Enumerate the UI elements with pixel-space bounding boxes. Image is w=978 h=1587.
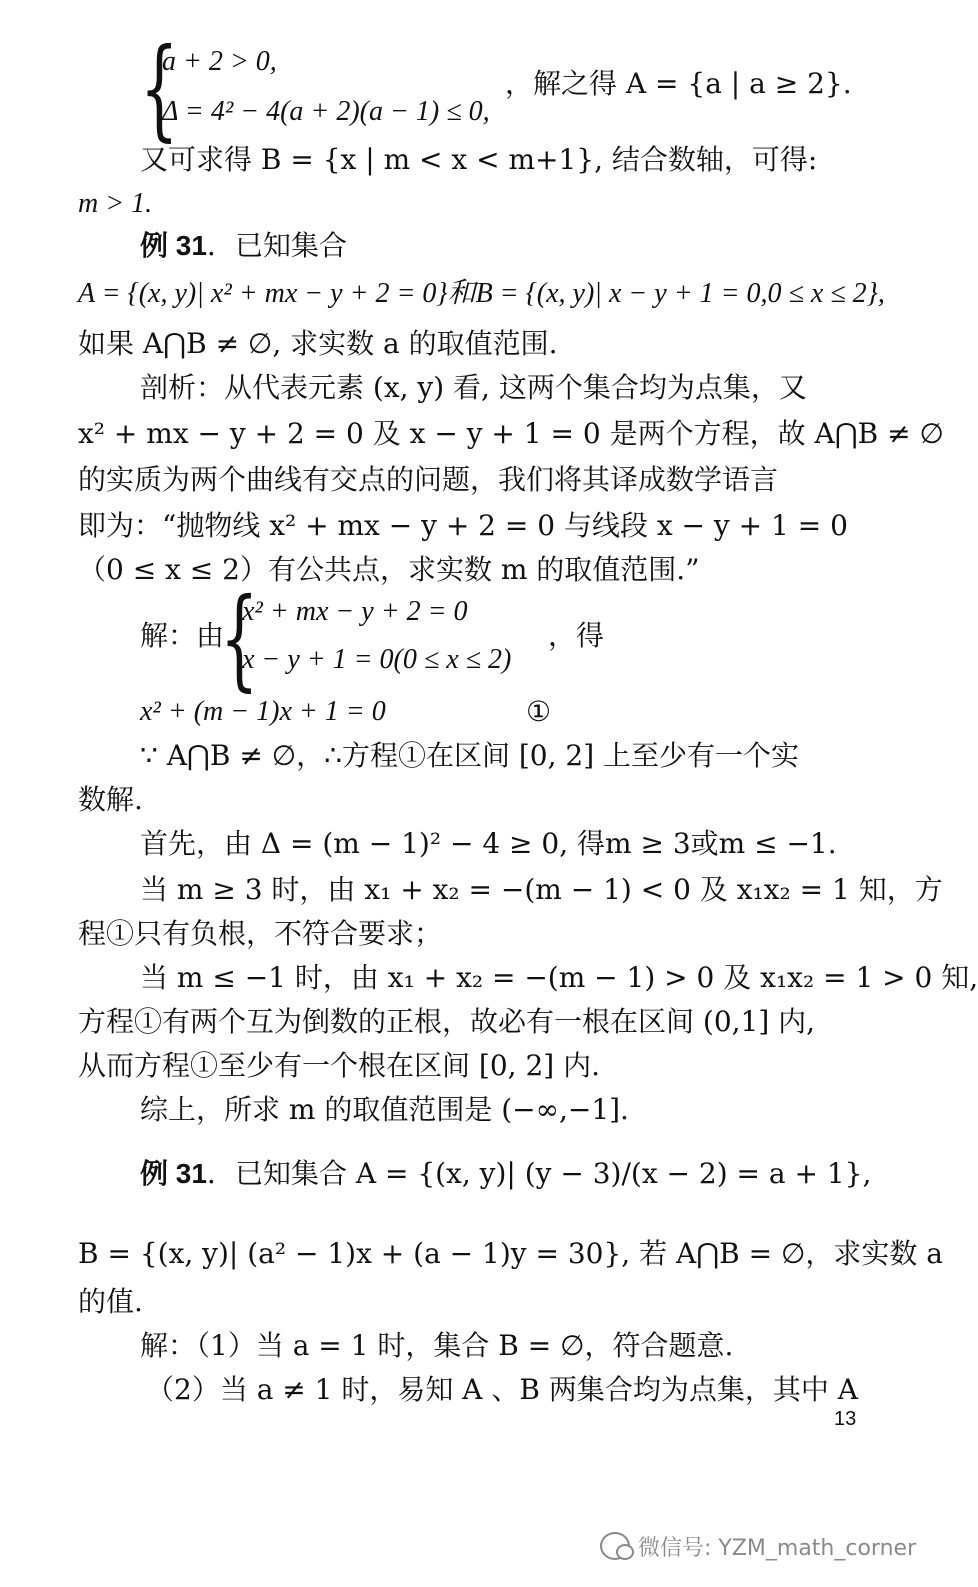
text-line: 程①只有负根，不符合要求； xyxy=(78,917,443,950)
system-row: a + 2 > 0, xyxy=(162,46,277,77)
text-line: ∵ A⋂B ≠ ∅，∴方程①在区间 [0, 2] 上至少有一个实 xyxy=(140,739,800,772)
example-text: ．已知集合 A = {(x, y)| (y − 3)/(x − 2) = a + 1}, xyxy=(206,1157,872,1190)
system-result: ，解之得 A = {a | a ≥ 2}. xyxy=(505,67,852,100)
text-line: 首先，由 Δ = (m − 1)² − 4 ≥ 0, 得m ≥ 3或m ≤ −1. xyxy=(140,827,837,860)
text-line: 剖析：从代表元素 (x, y) 看, 这两个集合均为点集，又 xyxy=(140,371,807,404)
example-heading xyxy=(140,224,861,268)
text-line: 如果 A⋂B ≠ ∅, 求实数 a 的取值范围. xyxy=(78,327,558,360)
text-line: 的实质为两个曲线有交点的问题，我们将其译成数学语言 xyxy=(78,463,779,496)
equation-1: x² + (m − 1)x + 1 = 0 xyxy=(140,696,386,727)
text-line: x² + mx − y + 2 = 0 及 x − y + 1 = 0 是两个方程，故 A⋂B ≠ ∅ xyxy=(78,417,944,450)
text-line: 从而方程①至少有一个根在区间 [0, 2] 内. xyxy=(78,1049,600,1082)
text-line: 方程①有两个互为倒数的正根，故必有一根在区间 (0,1] 内, xyxy=(78,1005,816,1038)
text-line: （2）当 a ≠ 1 时，易知 A 、B 两集合均为点集，其中 A xyxy=(146,1373,859,1406)
text-line: （0 ≤ x ≤ 2）有公共点，求实数 m 的取值范围.” xyxy=(78,553,700,586)
text-line: 即为：“抛物线 x² + mx − y + 2 = 0 与线段 x − y + 1 = 0 xyxy=(78,509,848,542)
example-label: 例 31 xyxy=(140,1158,207,1189)
system-result: ，得 xyxy=(548,619,605,652)
text-line: 数解. xyxy=(78,783,143,816)
system-row: Δ = 4² − 4(a + 2)(a − 1) ≤ 0, xyxy=(162,96,490,127)
equation-marker: ① xyxy=(526,695,552,728)
text-line: 当 m ≤ −1 时，由 x₁ + x₂ = −(m − 1) > 0 及 x₁x₂ = 1 > 0 知, xyxy=(140,961,978,994)
system-row: x − y + 1 = 0(0 ≤ x ≤ 2) xyxy=(242,644,512,675)
text-line: 综上，所求 m 的取值范围是 (−∞,−1]. xyxy=(140,1093,629,1126)
text-line: 又可求得 B = {x | m < x < m+1}, 结合数轴，可得: xyxy=(140,143,818,176)
example-heading xyxy=(140,1152,872,1196)
text-line: m > 1. xyxy=(78,188,153,219)
example-label: 例 31 xyxy=(140,230,207,261)
system-row: x² + mx − y + 2 = 0 xyxy=(242,596,468,627)
wechat-icon xyxy=(600,1532,630,1560)
left-brace: { xyxy=(220,574,259,702)
text-line: 的值. xyxy=(78,1285,143,1318)
text-line: A = {(x, y)| x² + mx − y + 2 = 0}和B = {(x, y)| x − y + 1 = 0,0 ≤ x ≤ 2}, xyxy=(78,278,885,309)
text-line: 当 m ≥ 3 时，由 x₁ + x₂ = −(m − 1) < 0 及 x₁x₂ = 1 知，方 xyxy=(140,873,943,906)
left-brace: { xyxy=(140,24,179,152)
page-number: 13 xyxy=(834,1408,857,1430)
watermark-text: 微信号: YZM_math_corner xyxy=(638,1535,917,1561)
example-text: ．已知集合 xyxy=(206,229,347,262)
watermark xyxy=(600,1528,920,1564)
text-line: B = {(x, y)| (a² − 1)x + (a − 1)y = 30}, 若 A⋂B = ∅，求实数 a xyxy=(78,1237,943,1270)
solution-lead: 解：由 xyxy=(140,619,225,652)
text-line: 解：（1）当 a = 1 时，集合 B = ∅，符合题意. xyxy=(140,1329,734,1362)
